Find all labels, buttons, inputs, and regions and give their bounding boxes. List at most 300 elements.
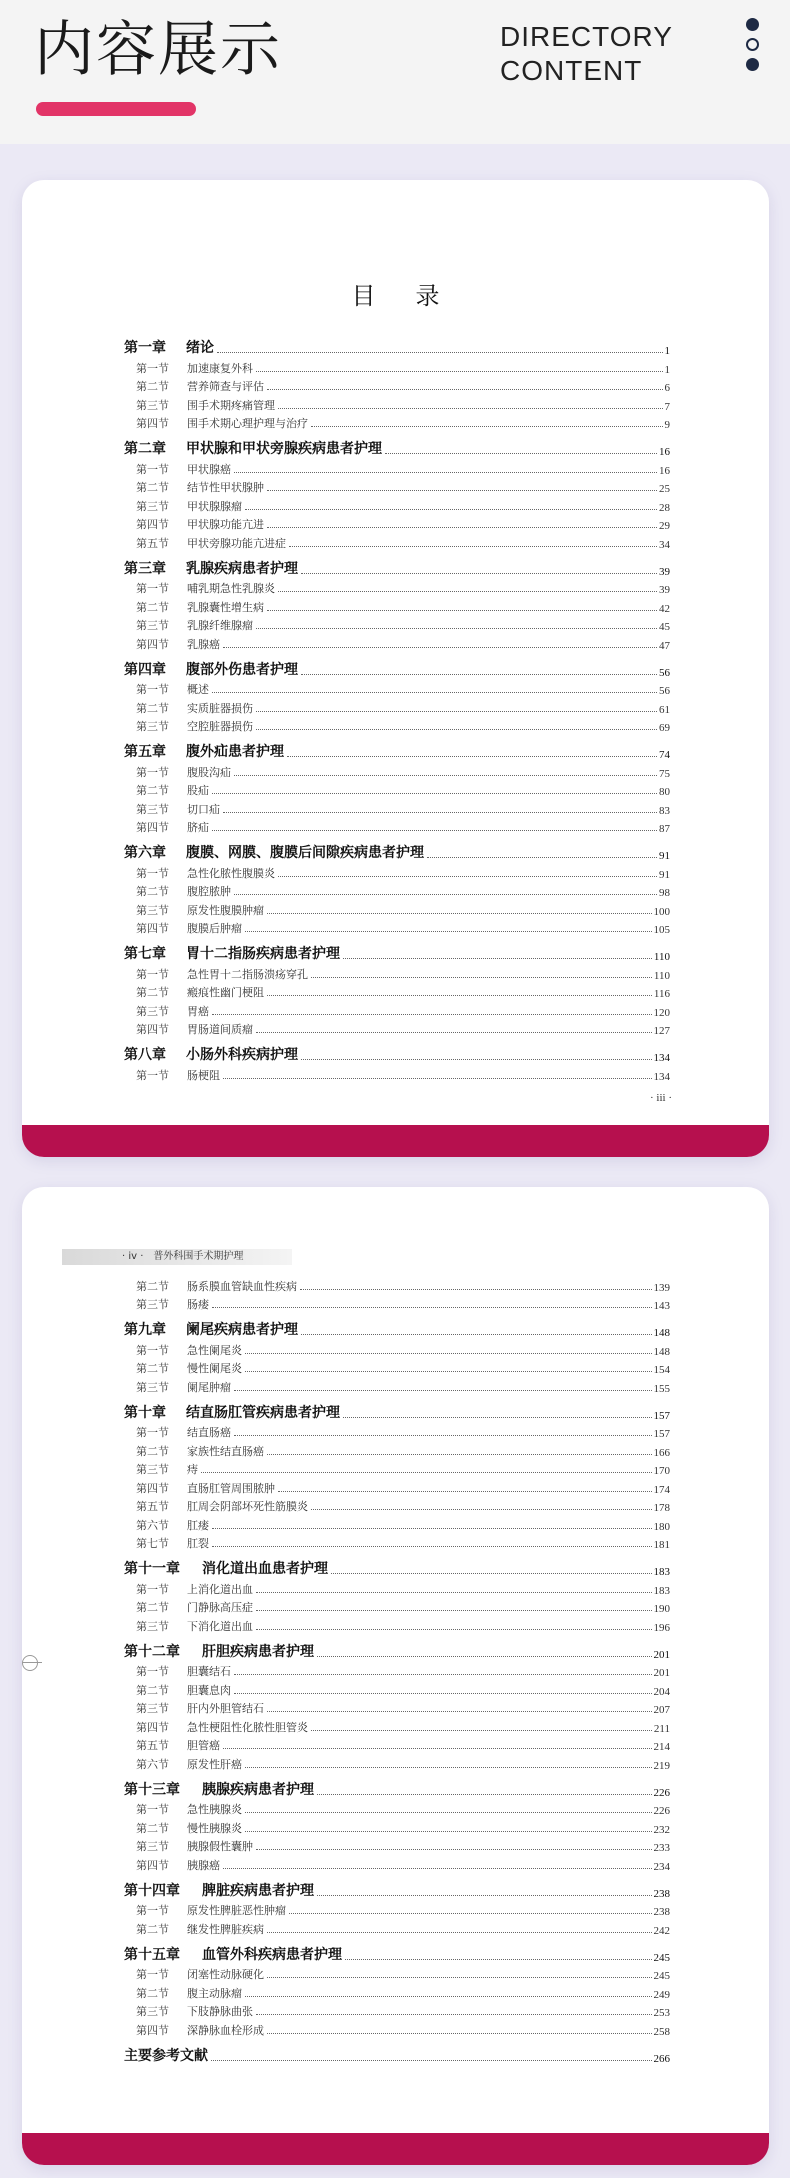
toc-chapter-row — [124, 1640, 670, 1661]
dot-leader — [317, 1895, 652, 1896]
toc-entry-page: 242 — [653, 1924, 670, 1937]
toc-entry-label: 第二节 — [136, 380, 169, 393]
toc-entry-title: 切口疝 — [187, 802, 220, 816]
dot-leader — [212, 830, 657, 831]
toc-entry-title: 慢性胰腺炎 — [187, 1821, 242, 1835]
toc-section-row — [124, 532, 670, 551]
toc-section-row — [124, 1716, 670, 1735]
toc-chapter-row — [124, 1318, 670, 1339]
toc-entry-page: 170 — [653, 1465, 670, 1477]
dot-leader — [267, 389, 663, 390]
dot-leader — [245, 1812, 652, 1813]
toc-entry-title: 深静脉血栓形成 — [187, 2023, 264, 2037]
toc-entry-page: 174 — [653, 1483, 670, 1496]
dot-leader — [331, 1573, 652, 1574]
toc-entry-title: 腹外疝患者护理 — [186, 744, 284, 760]
toc-entry-label: 第一节 — [136, 361, 169, 375]
dot-leader — [223, 1868, 652, 1869]
toc-entry-label: 第十五章 — [124, 1946, 180, 1963]
toc-entry-label: 第一节 — [136, 765, 169, 779]
toc-section-row — [124, 862, 670, 881]
toc-section-row — [124, 899, 670, 918]
toc-entry-title: 肝内外胆管结石 — [187, 1702, 264, 1715]
title-underline-bar — [36, 102, 196, 116]
toc-entry-page: 1 — [664, 345, 670, 357]
toc-chapter-row — [124, 1401, 670, 1422]
dot-leader — [317, 1794, 652, 1795]
dot-leader — [317, 1656, 652, 1657]
dot-leader — [212, 1528, 652, 1529]
toc-page-card-2 — [22, 1187, 769, 2165]
toc-entry-page: 127 — [653, 1025, 670, 1037]
toc-entry-label: 第二节 — [136, 1601, 169, 1614]
toc-entry-label: 第二节 — [136, 986, 169, 999]
toc-entry-title: 肛瘘 — [187, 1518, 209, 1532]
toc-entry-label: 第四节 — [136, 417, 169, 430]
toc-entry-title: 乳腺癌 — [187, 637, 220, 651]
toc-entry-page: 249 — [653, 1988, 670, 2001]
toc-entry-title: 腹膜后肿瘤 — [187, 922, 242, 935]
toc-entry-page: 190 — [653, 1603, 670, 1615]
dot-leader — [311, 426, 663, 427]
toc-entry-label: 第五节 — [136, 536, 169, 550]
toc-entry-page: 134 — [653, 1052, 670, 1064]
toc-entry-label: 第一节 — [136, 967, 169, 981]
toc-entry-page: 56 — [659, 666, 670, 679]
toc-section-row — [124, 1275, 670, 1294]
toc-section-row — [124, 1679, 670, 1698]
toc-entry-page: 6 — [664, 382, 670, 394]
toc-entry-label: 第一节 — [136, 1426, 169, 1439]
dot-leader — [287, 756, 657, 757]
toc-entry-title: 下肢静脉曲张 — [187, 2005, 253, 2018]
toc-entry-title: 甲状旁腺功能亢进症 — [187, 536, 286, 550]
toc-chapter-row — [124, 437, 670, 458]
toc-entry-title: 原发性脾脏恶性肿瘤 — [187, 1904, 286, 1917]
toc-entry-page: 42 — [659, 602, 670, 615]
toc-page-card-1 — [22, 180, 769, 1157]
toc-entry-title: 甲状腺功能亢进 — [187, 518, 264, 531]
toc-section-row — [124, 376, 670, 395]
toc-entry-page: 134 — [653, 1070, 670, 1083]
toc-section-row — [124, 697, 670, 716]
toc-entry-page: 7 — [664, 400, 670, 413]
toc-entry-title: 门静脉高压症 — [187, 1601, 253, 1614]
toc-section-row — [124, 1964, 670, 1983]
toc-entry-page: 178 — [653, 1502, 670, 1514]
dot-leader — [245, 1831, 652, 1832]
toc-section-row — [124, 357, 670, 376]
dot-leader — [343, 1417, 652, 1418]
toc-section-row — [124, 477, 670, 496]
dot-leader — [256, 1629, 652, 1630]
toc-entry-label: 第二节 — [136, 701, 169, 715]
toc-entry-label: 第二节 — [136, 481, 169, 494]
toc-entry-title: 瘢痕性幽门梗阻 — [187, 986, 264, 999]
toc-section-row — [124, 1735, 670, 1754]
toc-entry-page: 154 — [653, 1364, 670, 1376]
toc-entry-title: 胰腺假性囊肿 — [187, 1840, 253, 1853]
toc-entry-label: 第二节 — [136, 885, 169, 898]
english-heading-line1: DIRECTORY — [500, 21, 673, 52]
toc-entry-label: 第三节 — [136, 1463, 169, 1476]
toc-entry-page: 25 — [659, 483, 670, 495]
dot-leader — [212, 1546, 652, 1547]
toc-chapter-row — [124, 557, 670, 578]
toc-entry-label: 第三节 — [136, 619, 169, 632]
dot-leader — [217, 352, 663, 353]
toc-section-row — [124, 1982, 670, 2001]
toc-entry-title: 继发性脾脏疾病 — [187, 1922, 264, 1936]
toc-section-row — [124, 633, 670, 652]
dot-leader — [223, 1748, 652, 1749]
toc-entry-page: 234 — [653, 1860, 670, 1873]
toc-entry-page: 143 — [653, 1300, 670, 1312]
card-bottom-band — [22, 2133, 769, 2165]
dot-leader — [234, 1435, 652, 1436]
toc-entry-label: 第十四章 — [124, 1882, 180, 1899]
dot-leader — [300, 1289, 652, 1290]
toc-chapter-row — [124, 1778, 670, 1799]
dot-leader — [211, 2060, 652, 2061]
toc-entry-label: 第四节 — [136, 922, 169, 935]
toc-entry-page: 116 — [653, 988, 670, 1000]
toc-entry-label: 第八章 — [124, 1047, 166, 1063]
toc-entry-label: 第三节 — [136, 720, 169, 733]
toc-entry-title: 急性化脓性腹膜炎 — [187, 866, 275, 880]
toc-entry-label: 第四节 — [136, 2023, 169, 2037]
toc-entry-title: 胰腺癌 — [187, 1858, 220, 1872]
toc-entry-title: 胆囊结石 — [187, 1665, 231, 1678]
toc-entry-label: 第五节 — [136, 1500, 169, 1513]
toc-entry-page: 233 — [653, 1842, 670, 1854]
toc-chapter-row — [124, 942, 670, 963]
dot-leader — [267, 995, 652, 996]
dot-leader — [234, 775, 657, 776]
toc-entry-title: 肠系膜血管缺血性疾病 — [187, 1279, 297, 1293]
toc-list — [124, 330, 670, 1083]
toc-entry-page: 9 — [664, 419, 670, 431]
toc-entry-label: 第三节 — [136, 499, 169, 513]
toc-section-row — [124, 1597, 670, 1616]
dot-leader — [256, 1610, 652, 1611]
dot-leader — [278, 1491, 652, 1492]
toc-section-row — [124, 2001, 670, 2020]
toc-entry-label: 第六节 — [136, 1757, 169, 1771]
toc-entry-page: 91 — [659, 850, 670, 862]
toc-entry-page: 29 — [659, 520, 670, 532]
dot-leader — [245, 1371, 652, 1372]
toc-entry-label: 第二节 — [136, 784, 169, 797]
toc-entry-label: 第二节 — [136, 1683, 169, 1697]
toc-chapter-row — [124, 658, 670, 679]
toc-entry-page: 56 — [659, 685, 670, 697]
toc-entry-label: 第一节 — [136, 582, 169, 595]
toc-entry-page: 232 — [653, 1823, 670, 1836]
toc-entry-title: 痔 — [187, 1463, 198, 1476]
toc-section-row — [124, 1496, 670, 1515]
dot-leader — [212, 793, 657, 794]
toc-section-row — [124, 761, 670, 780]
toc-entry-title: 急性梗阻性化脓性胆管炎 — [187, 1720, 308, 1734]
toc-entry-page: 214 — [653, 1741, 670, 1753]
toc-entry-label: 第一节 — [136, 1343, 169, 1357]
toc-entry-page: 74 — [659, 749, 670, 761]
toc-chapter-row — [124, 1943, 670, 1964]
dot-leader — [256, 1032, 652, 1033]
filled-dot-icon — [746, 58, 759, 71]
toc-entry-label: 第一节 — [136, 1968, 169, 1981]
dot-leader — [267, 913, 652, 914]
toc-entry-title: 阑尾肿瘤 — [187, 1380, 231, 1394]
toc-entry-title: 脾脏疾病患者护理 — [202, 1882, 314, 1899]
toc-chapter-row — [124, 336, 670, 357]
dot-leader — [234, 472, 657, 473]
toc-entry-page: 148 — [653, 1327, 670, 1339]
toc-entry-label: 第五节 — [136, 1739, 169, 1752]
toc-entry-page: 98 — [659, 887, 670, 899]
toc-entry-label: 第二节 — [136, 1922, 169, 1936]
running-head: · iv · 普外科围手术期护理 — [62, 1249, 292, 1265]
toc-entry-title: 甲状腺癌 — [187, 462, 231, 476]
toc-entry-title: 主要参考文献 — [124, 2047, 208, 2064]
dot-leader — [234, 894, 657, 895]
toc-entry-page: 166 — [653, 1446, 670, 1459]
toc-entry-page: 238 — [653, 1906, 670, 1918]
dot-leader — [256, 1592, 652, 1593]
toc-entry-label: 第四节 — [136, 821, 169, 834]
toc-entry-title: 围手术期心理护理与治疗 — [187, 417, 308, 430]
toc-entry-page: 16 — [659, 464, 670, 477]
toc-entry-label: 第七节 — [136, 1537, 169, 1550]
toc-entry-label: 第二节 — [136, 1444, 169, 1458]
toc-entry-label: 第三章 — [124, 560, 166, 577]
toc-entry-title: 甲状腺腺瘤 — [187, 499, 242, 513]
toc-entry-title: 闭塞性动脉硬化 — [187, 1968, 264, 1981]
toc-entry-label: 第一章 — [124, 340, 166, 356]
toc-section-row — [124, 679, 670, 698]
english-heading-line2: CONTENT — [500, 55, 643, 86]
toc-section-row — [124, 1918, 670, 1937]
dot-leader — [245, 1996, 652, 1997]
toc-entry-label: 第十一章 — [124, 1561, 180, 1577]
dot-leader — [278, 591, 657, 592]
dot-leader — [223, 1078, 652, 1079]
dot-leader — [234, 1674, 652, 1675]
toc-entry-title: 慢性阑尾炎 — [187, 1362, 242, 1375]
toc-entry-title: 加速康复外科 — [187, 361, 253, 375]
toc-entry-page: 61 — [659, 703, 670, 716]
dot-leader — [245, 1767, 652, 1768]
toc-entry-page: 201 — [653, 1648, 670, 1661]
toc-section-row — [124, 1661, 670, 1680]
toc-section-row — [124, 1900, 670, 1919]
toc-entry-label: 第二节 — [136, 1362, 169, 1375]
toc-entry-label: 第二节 — [136, 1279, 169, 1293]
dot-leader — [245, 509, 657, 510]
dot-leader — [278, 876, 657, 877]
toc-entry-label: 第十三章 — [124, 1781, 180, 1798]
toc-entry-title: 绪论 — [186, 340, 214, 356]
toc-entry-label: 第四节 — [136, 518, 169, 531]
toc-entry-page: 28 — [659, 501, 670, 514]
dot-leader — [234, 1390, 652, 1391]
toc-entry-page: 69 — [659, 722, 670, 734]
toc-entry-page: 110 — [653, 969, 670, 982]
toc-entry-title: 上消化道出血 — [187, 1582, 253, 1596]
toc-entry-page: 39 — [659, 584, 670, 596]
toc-entry-label: 第一节 — [136, 683, 169, 696]
toc-entry-title: 原发性腹膜肿瘤 — [187, 903, 264, 917]
toc-entry-page: 238 — [653, 1887, 670, 1900]
toc-entry-page: 105 — [653, 924, 670, 936]
dot-leader — [267, 2033, 652, 2034]
toc-section-row — [124, 1514, 670, 1533]
toc-section-row — [124, 1440, 670, 1459]
toc-section-row — [124, 1477, 670, 1496]
toc-entry-page: 83 — [659, 804, 670, 817]
toc-entry-title: 概述 — [187, 683, 209, 696]
toc-entry-page: 157 — [653, 1428, 670, 1440]
toc-entry-label: 第九章 — [124, 1322, 166, 1338]
toc-entry-title: 结节性甲状腺肿 — [187, 481, 264, 494]
dot-leader — [212, 1307, 652, 1308]
toc-entry-title: 肝胆疾病患者护理 — [202, 1643, 314, 1660]
toc-section-row — [124, 1376, 670, 1395]
dot-leader — [223, 647, 657, 648]
toc-section-row — [124, 495, 670, 514]
toc-section-row — [124, 1000, 670, 1019]
toc-entry-label: 第六章 — [124, 845, 166, 861]
toc-chapter-row — [124, 1879, 670, 1900]
toc-list — [124, 1275, 670, 2065]
toc-entry-page: 266 — [653, 2052, 670, 2065]
toc-entry-label: 第十二章 — [124, 1643, 180, 1660]
toc-entry-label: 第二章 — [124, 441, 166, 457]
toc-entry-label: 第一节 — [136, 866, 169, 880]
toc-entry-title: 甲状腺和甲状旁腺疾病患者护理 — [186, 441, 382, 457]
toc-section-row — [124, 1019, 670, 1038]
toc-entry-page: 47 — [659, 639, 670, 652]
toc-entry-title: 腹部外伤患者护理 — [186, 661, 298, 678]
toc-section-row — [124, 1836, 670, 1855]
dot-leader — [212, 1014, 652, 1015]
dot-leader — [212, 692, 657, 693]
toc-section-row — [124, 780, 670, 799]
toc-entry-title: 股疝 — [187, 784, 209, 797]
toc-entry-page: 219 — [653, 1759, 670, 1772]
toc-entry-page: 139 — [653, 1281, 670, 1294]
toc-entry-label: 第四节 — [136, 1023, 169, 1036]
toc-entry-title: 血管外科疾病患者护理 — [202, 1946, 342, 1963]
toc-entry-title: 脐疝 — [187, 821, 209, 834]
toc-entry-page: 258 — [653, 2025, 670, 2038]
toc-entry-title: 消化道出血患者护理 — [202, 1561, 328, 1577]
toc-entry-label: 第一节 — [136, 1068, 169, 1082]
toc-entry-title: 结直肠肛管疾病患者护理 — [186, 1404, 340, 1421]
toc-section-row — [124, 1358, 670, 1377]
toc-entry-title: 乳腺疾病患者护理 — [186, 560, 298, 577]
toc-entry-title: 胃肠道间质瘤 — [187, 1023, 253, 1036]
toc-entry-page: 110 — [653, 951, 670, 963]
toc-entry-page: 34 — [659, 538, 670, 551]
toc-section-row — [124, 1698, 670, 1717]
toc-entry-title: 肛周会阴部坏死性筋膜炎 — [187, 1500, 308, 1513]
toc-entry-label: 第四章 — [124, 661, 166, 678]
toc-entry-title: 急性胃十二指肠溃疡穿孔 — [187, 967, 308, 981]
toc-title: 目录 — [351, 282, 480, 310]
dot-leader — [427, 857, 657, 858]
toc-entry-page: 253 — [653, 2007, 670, 2019]
toc-section-row — [124, 817, 670, 836]
dot-leader — [245, 1353, 652, 1354]
toc-section-row — [124, 514, 670, 533]
toc-section-row — [124, 1294, 670, 1313]
dot-leader — [234, 1693, 652, 1694]
toc-section-row — [124, 458, 670, 477]
toc-entry-label: 第七章 — [124, 946, 166, 962]
hollow-dot-icon — [746, 38, 759, 51]
toc-entry-label: 第三节 — [136, 903, 169, 917]
toc-chapter-row — [124, 1043, 670, 1064]
toc-entry-label: 第四节 — [136, 637, 169, 651]
dot-leader — [267, 1932, 652, 1933]
toc-chapter-row — [124, 841, 670, 862]
toc-entry-title: 胆囊息肉 — [187, 1683, 231, 1697]
toc-entry-page: 204 — [653, 1685, 670, 1698]
toc-entry-title: 空腔脏器损伤 — [187, 720, 253, 733]
toc-entry-page: 181 — [653, 1539, 670, 1551]
toc-section-row — [124, 1854, 670, 1873]
toc-entry-page: 226 — [653, 1805, 670, 1817]
toc-entry-page: 80 — [659, 786, 670, 798]
page-number: · iii · — [650, 1092, 672, 1104]
toc-entry-page: 39 — [659, 565, 670, 578]
toc-entry-label: 第三节 — [136, 2005, 169, 2018]
toc-entry-label: 第一节 — [136, 1582, 169, 1596]
toc-entry-title: 结直肠癌 — [187, 1426, 231, 1439]
toc-entry-page: 120 — [653, 1006, 670, 1019]
dot-leader — [345, 1959, 652, 1960]
toc-entry-title: 乳腺囊性增生病 — [187, 600, 264, 614]
toc-entry-title: 腹腔脓肿 — [187, 885, 231, 898]
toc-entry-page: 100 — [653, 905, 670, 918]
toc-entry-label: 第一节 — [136, 1665, 169, 1678]
toc-entry-title: 肠瘘 — [187, 1298, 209, 1311]
dot-leader — [256, 1849, 652, 1850]
toc-chapter-row — [124, 2044, 670, 2065]
toc-entry-title: 胃十二指肠疾病患者护理 — [186, 946, 340, 962]
toc-entry-title: 腹主动脉瘤 — [187, 1986, 242, 2000]
dot-leader — [311, 1509, 652, 1510]
toc-chapter-row — [124, 740, 670, 761]
dot-leader — [267, 1977, 652, 1978]
dot-leader — [256, 371, 663, 372]
toc-entry-page: 180 — [653, 1520, 670, 1533]
dot-leader — [267, 1454, 652, 1455]
toc-entry-label: 第三节 — [136, 1619, 169, 1633]
filled-dot-icon — [746, 18, 759, 31]
toc-entry-label: 第二节 — [136, 1986, 169, 2000]
decorative-dots — [746, 18, 760, 78]
toc-section-row — [124, 1753, 670, 1772]
english-heading — [500, 20, 673, 88]
toc-section-row — [124, 1533, 670, 1552]
toc-entry-page: 75 — [659, 767, 670, 780]
toc-section-row — [124, 596, 670, 615]
card-bottom-band — [22, 1125, 769, 1157]
toc-entry-page: 196 — [653, 1621, 670, 1634]
